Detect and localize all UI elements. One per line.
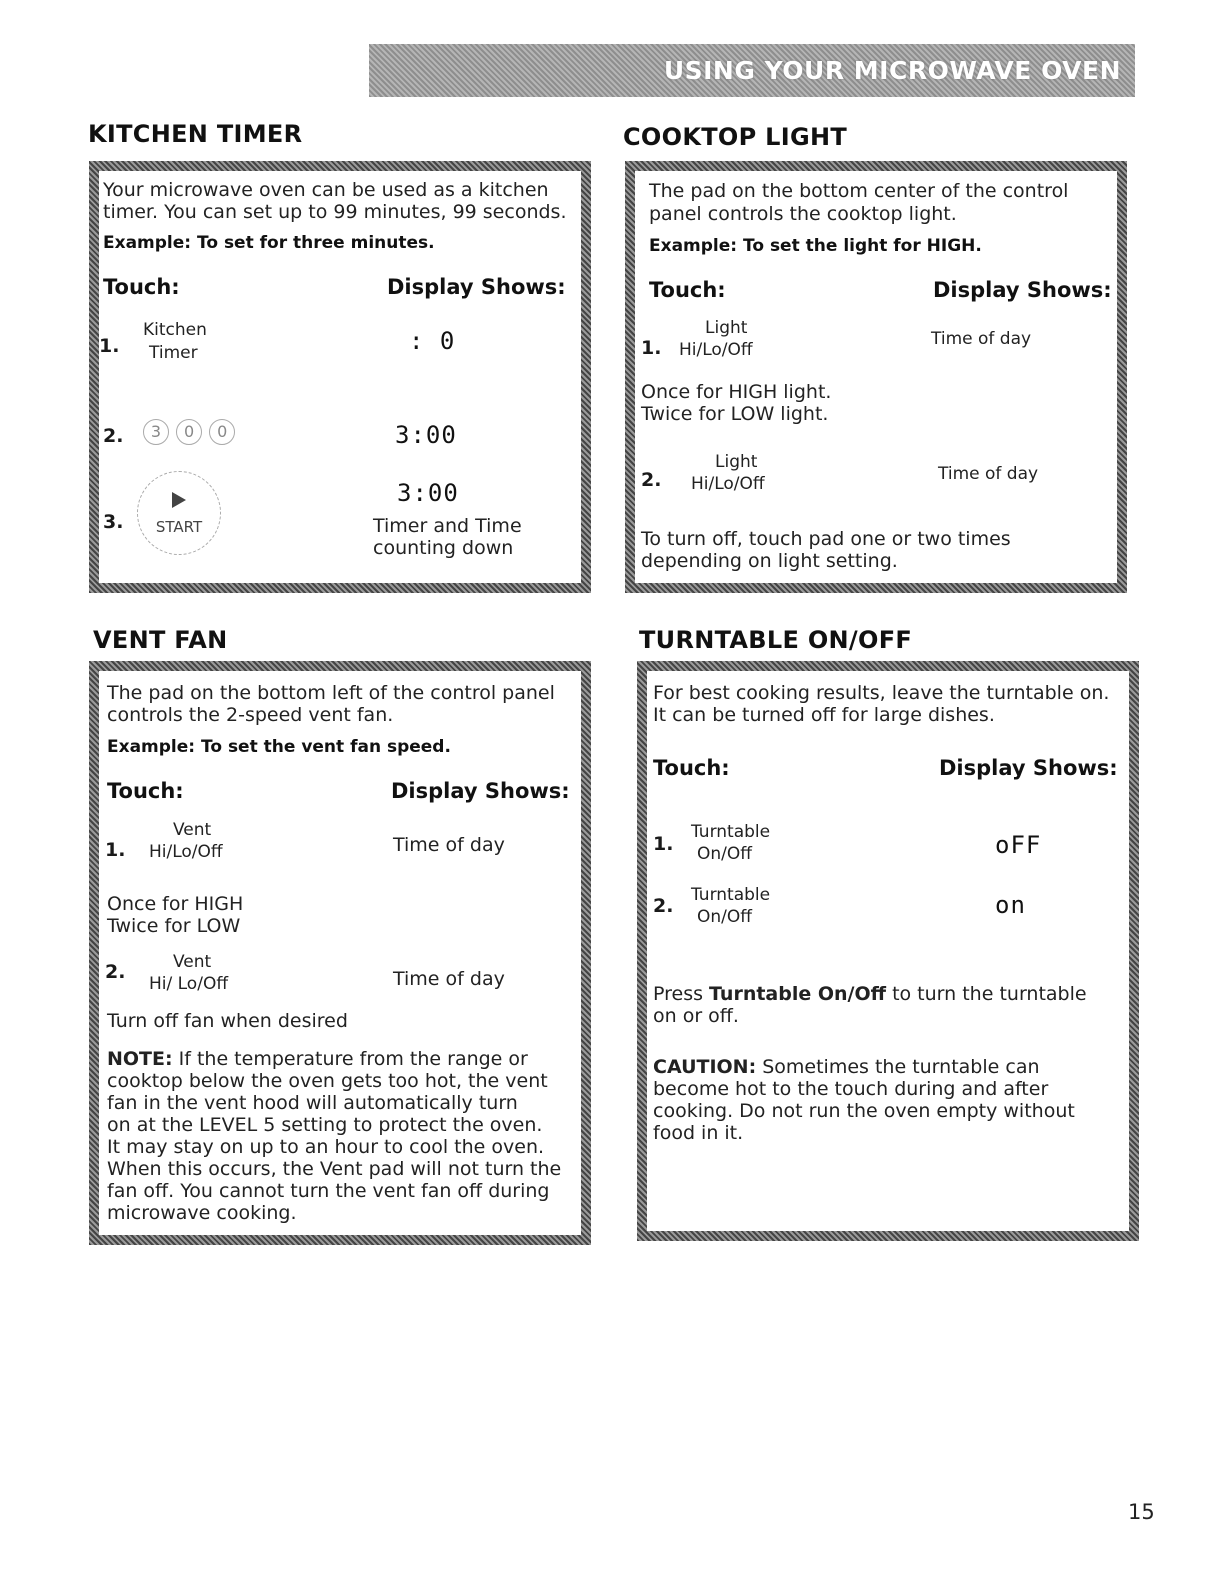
caution-line: food in it. [653, 1122, 744, 1144]
press-suffix: to turn the turntable [886, 983, 1087, 1005]
light-pad-label: Light [705, 318, 748, 338]
note-line: fan off. You cannot turn the vent fan off during [107, 1180, 550, 1202]
intro-line-1: Your microwave oven can be used as a kitchen [103, 179, 549, 201]
turntable-pad-label: Turntable [691, 885, 771, 905]
step-number: 2. [653, 895, 674, 917]
cooktop-light-box [625, 161, 1127, 593]
note-line: It may stay on up to an hour to cool the oven. [107, 1136, 545, 1158]
intro-line-1: The pad on the bottom left of the control panel [107, 682, 555, 704]
turntable-title: TURNTABLE ON/OFF [639, 626, 913, 654]
intro-line-2: panel controls the cooktop light. [649, 203, 957, 225]
display-readout: : 0 [409, 327, 456, 355]
number-key-0: 0 [209, 419, 235, 445]
display-heading: Display Shows: [939, 756, 1118, 780]
cooktop-light-title: COOKTOP LIGHT [623, 123, 848, 151]
turn-off-text-2: depending on light setting. [641, 550, 898, 572]
turn-off-text-1: To turn off, touch pad one or two times [641, 528, 1011, 550]
press-prefix: Press [653, 983, 710, 1005]
vent-pad-label-2: Hi/Lo/Off [149, 842, 223, 862]
turntable-pad-label-2: On/Off [697, 907, 752, 927]
step-number: 2. [105, 961, 126, 983]
display-heading: Display Shows: [933, 278, 1112, 302]
press-instruction [653, 983, 1087, 1005]
step-number: 2. [641, 469, 662, 491]
turn-off-text: Turn off fan when desired [107, 1010, 348, 1032]
number-key-0: 0 [176, 419, 202, 445]
intro-line-2: It can be turned off for large dishes. [653, 704, 995, 726]
light-pad-label: Light [715, 452, 758, 472]
vent-fan-box [89, 661, 591, 1245]
step-number: 1. [105, 839, 126, 861]
turntable-pad-label-2: On/Off [697, 844, 752, 864]
display-readout: oFF [995, 831, 1042, 859]
light-pad-label-2: Hi/Lo/Off [691, 474, 765, 494]
touch-heading: Touch: [653, 756, 730, 780]
touch-heading: Touch: [649, 278, 726, 302]
once-text: Once for HIGH [107, 893, 244, 915]
example-text: Example: To set for three minutes. [103, 233, 435, 253]
note-paragraph [107, 1048, 577, 1224]
caution-line: become hot to the touch during and after [653, 1078, 1049, 1100]
display-readout: Time of day [393, 834, 505, 856]
vent-pad-label: Vent [173, 952, 212, 972]
kitchen-timer-pad-label-2: Timer [149, 343, 198, 363]
once-text: Once for HIGH light. [641, 381, 832, 403]
page-number: 15 [1128, 1500, 1155, 1524]
countdown-text-2: counting down [373, 537, 514, 559]
section-banner [369, 44, 1135, 97]
countdown-text-1: Timer and Time [373, 515, 522, 537]
note-line: When this occurs, the Vent pad will not turn the [107, 1158, 562, 1180]
start-button-illustration [137, 471, 221, 555]
example-text: Example: To set the light for HIGH. [649, 236, 982, 256]
kitchen-timer-box [89, 161, 591, 593]
display-heading: Display Shows: [387, 275, 566, 299]
twice-text: Twice for LOW light. [641, 403, 829, 425]
example-text: Example: To set the vent fan speed. [107, 737, 451, 757]
banner-title: USING YOUR MICROWAVE OVEN [663, 56, 1121, 85]
light-pad-label-2: Hi/Lo/Off [679, 340, 753, 360]
display-readout: 3:00 [395, 421, 457, 449]
touch-heading: Touch: [107, 779, 184, 803]
turntable-pad-label: Turntable [691, 822, 771, 842]
number-keys [143, 419, 237, 445]
note-line: If the temperature from the range or [172, 1048, 528, 1070]
intro-line-2: controls the 2-speed vent fan. [107, 704, 394, 726]
start-label: START [155, 518, 203, 536]
step-number: 1. [653, 833, 674, 855]
step-number: 3. [103, 511, 124, 533]
kitchen-timer-title: KITCHEN TIMER [88, 120, 303, 148]
display-readout: Time of day [938, 464, 1039, 484]
caution-line: cooking. Do not run the oven empty without [653, 1100, 1075, 1122]
number-key-3: 3 [143, 419, 169, 445]
display-heading: Display Shows: [391, 779, 570, 803]
note-line: fan in the vent hood will automatically turn [107, 1092, 518, 1114]
display-readout: Time of day [393, 968, 505, 990]
step-number: 1. [99, 335, 120, 357]
touch-heading: Touch: [103, 275, 180, 299]
vent-fan-title: VENT FAN [93, 626, 228, 654]
intro-line-1: For best cooking results, leave the turntable on. [653, 682, 1110, 704]
step-number: 1. [641, 337, 662, 359]
caution-paragraph [653, 1056, 1123, 1144]
display-readout: 3:00 [397, 479, 459, 507]
caution-line: Sometimes the turntable can [756, 1056, 1040, 1078]
intro-line-2: timer. You can set up to 99 minutes, 99 seconds. [103, 201, 567, 223]
press-instruction-2: on or off. [653, 1005, 739, 1027]
press-pad-name: Turntable On/Off [709, 983, 887, 1005]
intro-line-1: The pad on the bottom center of the control [649, 180, 1069, 202]
note-line: microwave cooking. [107, 1202, 297, 1224]
vent-pad-label: Vent [173, 820, 212, 840]
kitchen-timer-pad-label: Kitchen [143, 320, 207, 340]
note-line: cooktop below the oven gets too hot, the vent [107, 1070, 548, 1092]
display-readout: Time of day [931, 329, 1032, 349]
twice-text: Twice for LOW [107, 915, 241, 937]
display-readout: on [995, 891, 1026, 919]
step-number: 2. [103, 425, 124, 447]
vent-pad-label-2: Hi/ Lo/Off [149, 974, 229, 994]
note-label: NOTE: [107, 1048, 173, 1070]
turntable-box [637, 661, 1139, 1241]
play-icon [172, 492, 186, 508]
note-line: on at the LEVEL 5 setting to protect the oven. [107, 1114, 543, 1136]
caution-label: CAUTION: [653, 1056, 757, 1078]
